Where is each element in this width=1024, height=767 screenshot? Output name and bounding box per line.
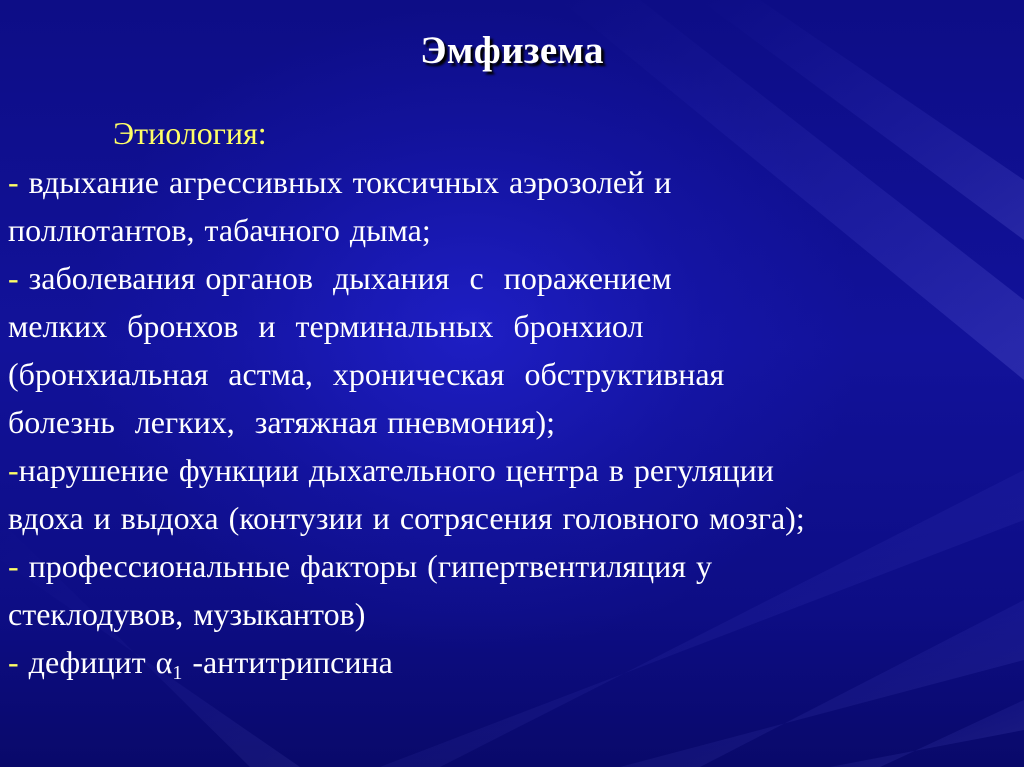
line-text: болезнь легких, затяжная пневмония); [8,404,555,440]
text-line [8,206,1018,254]
line-text: дефицит α [18,644,173,680]
etiology-list [8,158,1018,686]
line-text: поллютантов, табачного дыма; [8,212,431,248]
bullet-dash: - [8,260,19,296]
text-line [8,398,1018,446]
line-text: вдыхание агрессивных токсичных аэрозолей и [18,164,672,200]
line-text: нарушение функции дыхательного центра в регуляции [18,452,774,488]
subscript: 1 [172,662,183,684]
text-line [8,494,1018,542]
text-line [8,542,1018,590]
bullet-dash: - [8,644,19,680]
line-text: мелких бронхов и терминальных бронхиол [8,308,644,344]
line-text: профессиональные факторы (гипертвентиляция у [18,548,712,584]
text-line [8,446,1018,494]
text-line [8,350,1018,398]
text-line-last [8,638,1018,686]
slide-title: Эмфизема [420,29,604,72]
bullet-dash: - [8,452,19,488]
text-line [8,158,1018,206]
line-text: (бронхиальная астма, хроническая обструктивная [8,356,725,392]
text-line [8,590,1018,638]
line-text: заболевания органов дыхания с поражением [18,260,672,296]
bullet-dash: - [8,548,19,584]
bullet-dash: - [8,164,19,200]
line-text-end: -антитрипсина [182,644,393,680]
text-line [8,302,1018,350]
section-heading: Этиология: [113,115,267,151]
line-text: вдоха и выдоха (контузии и сотрясения головного мозга); [8,500,805,536]
line-text: стеклодувов, музыкантов) [8,596,366,632]
text-line [8,254,1018,302]
